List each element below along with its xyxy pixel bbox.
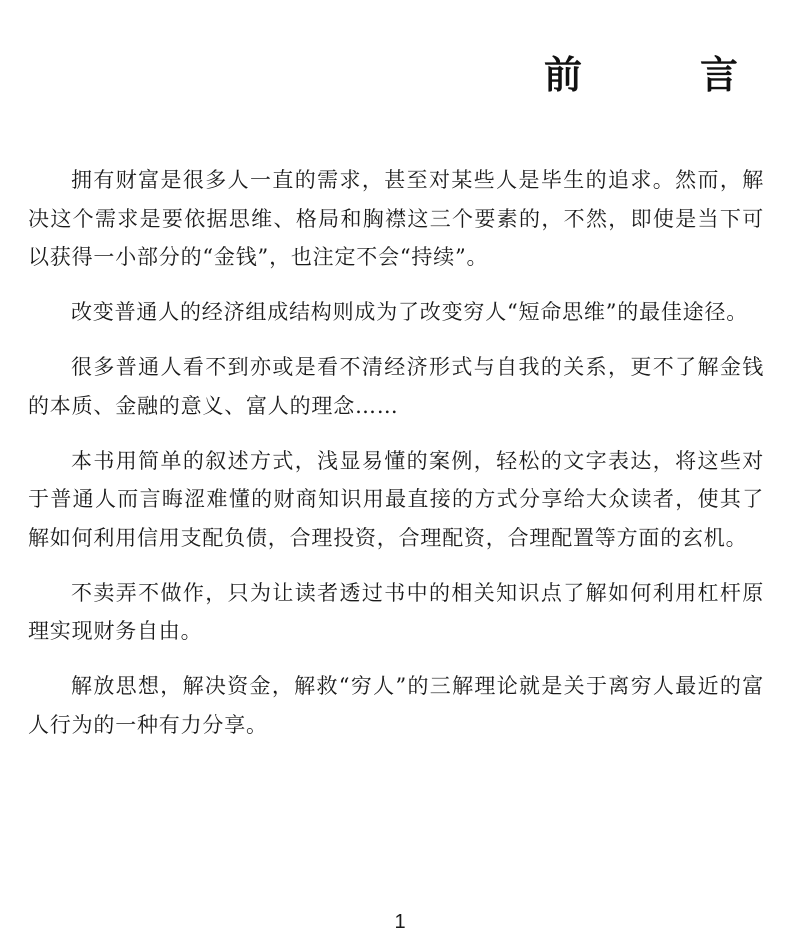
paragraph-1: 拥有财富是很多人一直的需求，甚至对某些人是毕生的追求。然而，解决这个需求是要依据思维、格局和胸襟这三个要素的，不然，即使是当下可以获得一小部分的“金钱”，也注定不会“持续”。 (28, 168, 764, 269)
paragraph-2: 改变普通人的经济组成结构则成为了改变穷人“短命思维”的最佳途径。 (71, 300, 749, 324)
page-title: 前 言 (543, 53, 778, 97)
page-number: 1 (394, 911, 406, 933)
preface-body (28, 161, 764, 761)
paragraph-5: 不卖弄不做作，只为让读者透过书中的相关知识点了解如何利用杠杆原理实现财务自由。 (28, 580, 764, 643)
paragraph-3: 很多普通人看不到亦或是看不清经济形式与自我的关系，更不了解金钱的本质、金融的意义、富人的理念…… (28, 355, 764, 418)
paragraph-6: 解放思想，解决资金，解救“穷人”的三解理论就是关于离穷人最近的富人行为的一种有力分享。 (28, 674, 764, 737)
paragraph-4: 本书用简单的叙述方式，浅显易懂的案例，轻松的文字表达，将这些对于普通人而言晦涩难懂的财商知识用最直接的方式分享给大众读者，使其了解如何利用信用支配负债，合理投资，合理配资，合理配置等方面的玄机。 (28, 448, 764, 550)
